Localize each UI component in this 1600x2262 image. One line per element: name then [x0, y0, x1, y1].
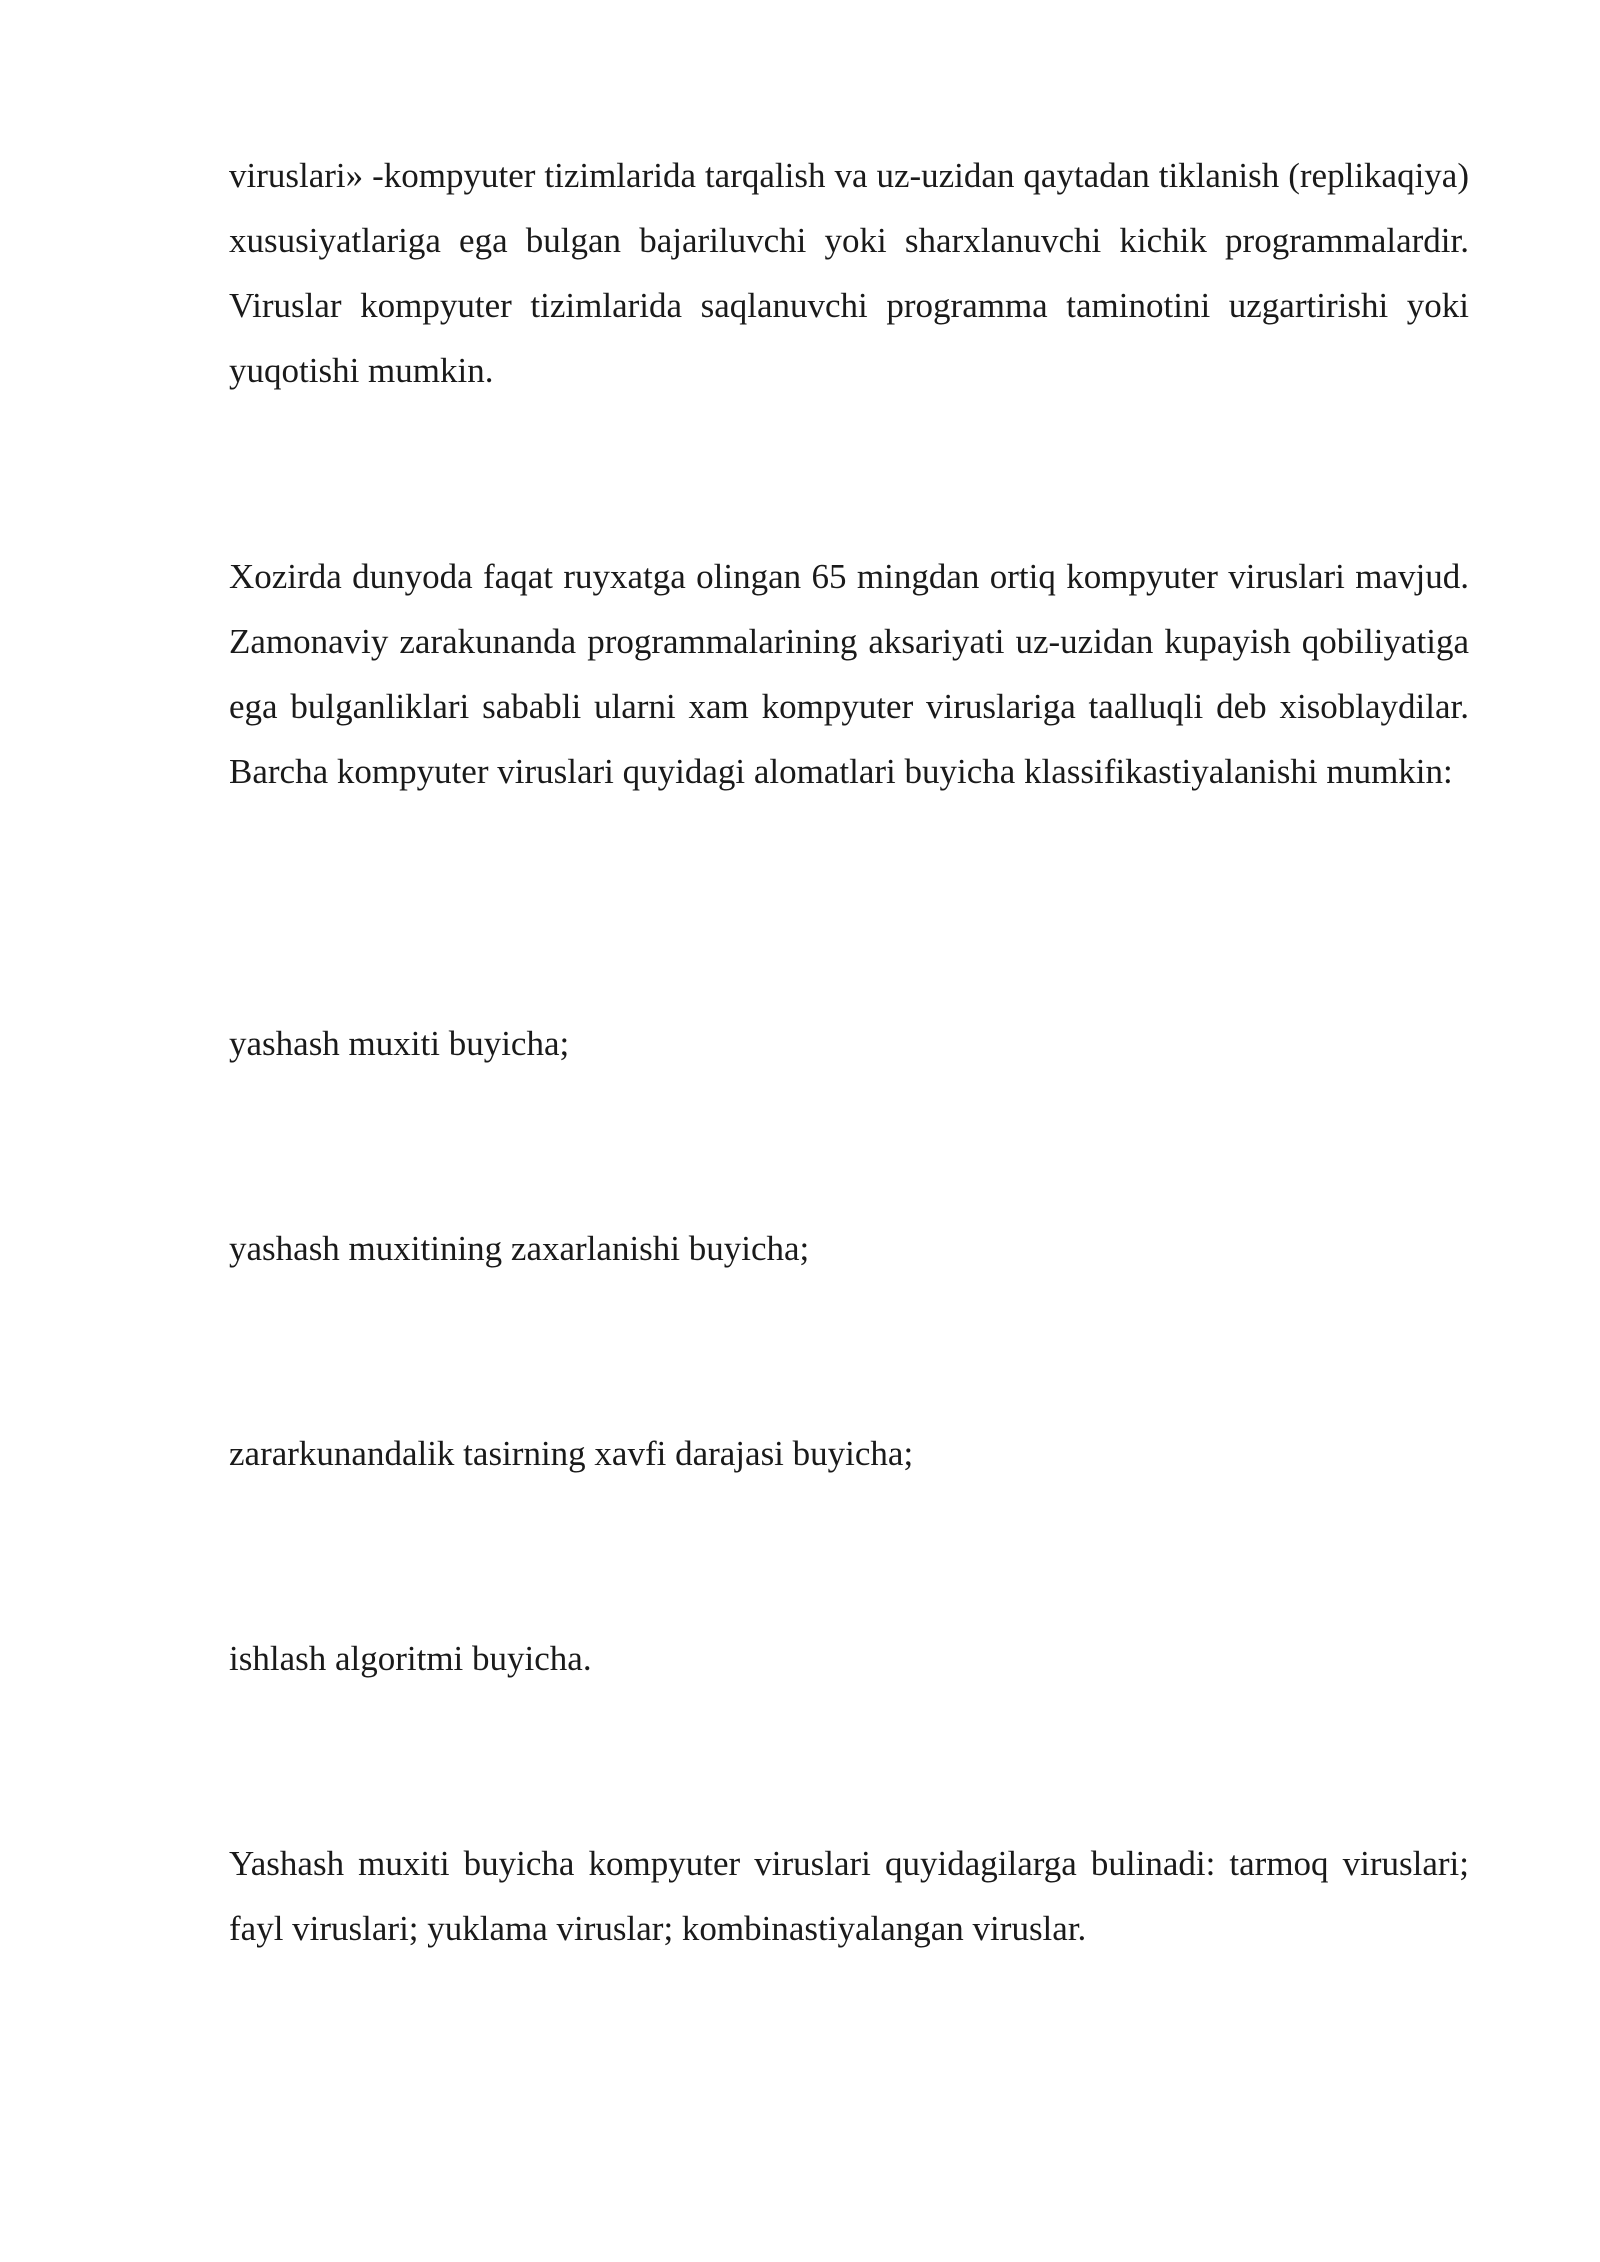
criteria-item: yashash muxiti buyicha;: [229, 1024, 570, 1063]
criteria-item: ishlash algoritmi buyicha.: [229, 1639, 592, 1678]
criteria-item: zararkunandalik tasirning xavfi darajasi buyicha;: [229, 1434, 914, 1473]
paragraph-virus-definition: viruslari» -kompyuter tizimlarida tarqalish va uz-uzidan qaytadan tiklanish (replikaqiya) xususiyatlariga ega bulgan bajariluvchi yoki sharxlanuvchi kichik programmalardir. Viruslar kompyuter tizimlarida saqlanuvchi programma taminotini uzgartirishi yoki yuqotishi mumkin.: [229, 156, 1469, 390]
criteria-item: yashash muxitining zaxarlanishi buyicha;: [229, 1229, 810, 1268]
paragraph-environment-types: Yashash muxiti buyicha kompyuter viruslari quyidagilarga bulinadi: tarmoq viruslari; fayl viruslari; yuklama viruslar; kombinastiyalangan viruslar.: [229, 1844, 1469, 1948]
paragraph-virus-classification: Xozirda dunyoda faqat ruyxatga olingan 65 mingdan ortiq kompyuter viruslari mavjud. Zamonaviy zarakunanda programmalarining aksariyati uz-uzidan kupayish qobiliyatiga ega bulganliklari sababli ularni xam kompyuter viruslariga taalluqli deb xisoblaydilar. Barcha kompyuter viruslari quyidagi alomatlari buyicha klassifikastiyalanishi mumkin:: [229, 557, 1469, 791]
